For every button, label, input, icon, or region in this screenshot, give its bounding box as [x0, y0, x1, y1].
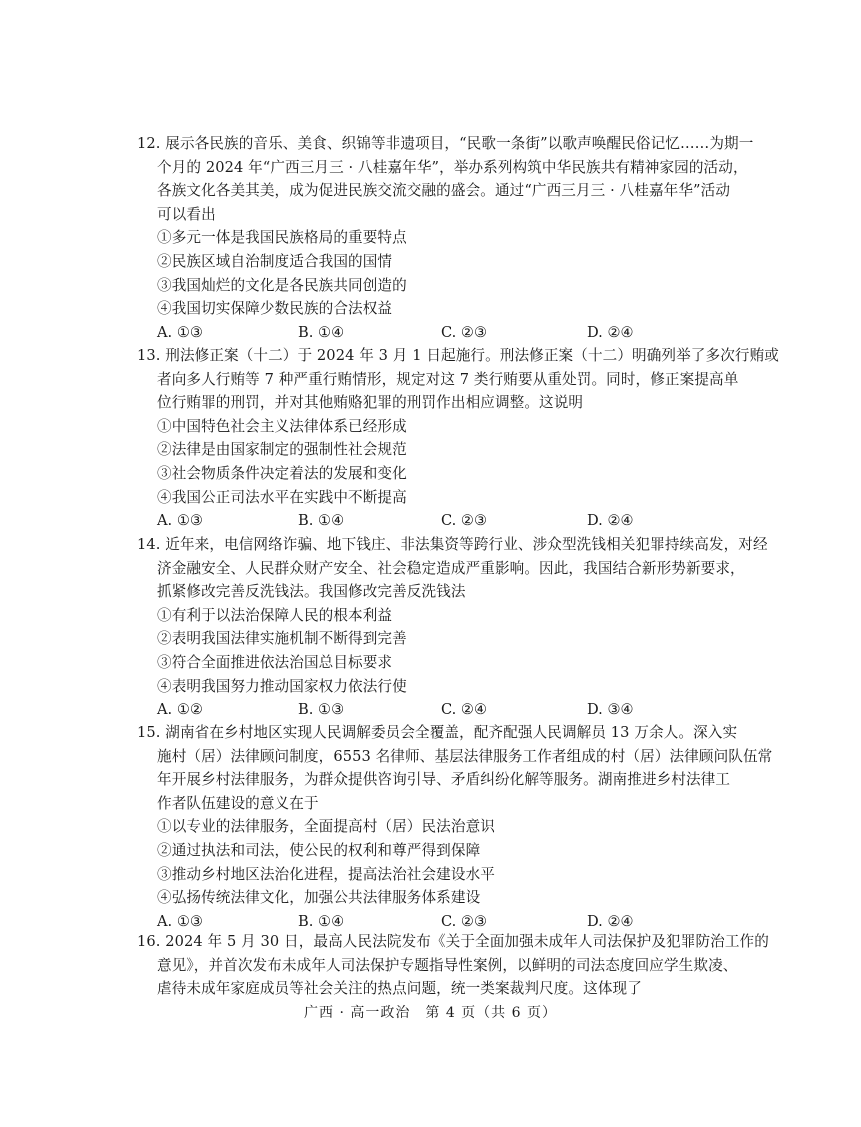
option-c: C. ②④ — [441, 701, 488, 719]
statement-item: ①多元一体是我国民族格局的重要特点 — [157, 229, 407, 247]
statement-item: ②通过执法和司法，使公民的权利和尊严得到保障 — [157, 841, 481, 859]
question-14 — [137, 533, 768, 722]
question-stem-line: 年开展乡村法律服务，为群众提供咨询引导、矛盾纠纷化解等服务。湖南推进乡村法律工 — [157, 771, 731, 789]
statement-item: ③社会物质条件决定着法的发展和变化 — [157, 464, 407, 482]
statement-item: ②法律是由国家制定的强制性社会规范 — [157, 441, 407, 459]
question-stem-line: 14. 近年来，电信网络诈骗、地下钱庄、非法集资等跨行业、涉众型洗钱相关犯罪持续高发，对经 — [137, 536, 768, 553]
option-d: D. ③④ — [587, 701, 634, 719]
statement-item: ④我国切实保障少数民族的合法权益 — [157, 300, 393, 318]
option-a: A. ①② — [157, 701, 203, 719]
question-stem-line: 12. 展示各民族的音乐、美食、织锦等非遗项目，“民歌一条街”以歌声唤醒民俗记忆……为期一 — [137, 135, 754, 152]
question-stem-line: 13. 刑法修正案（十二）于 2024 年 3 月 1 日起施行。刑法修正案（十二）明确列举了多次行贿或 — [137, 347, 779, 364]
statement-item: ①以专业的法律服务，全面提高村（居）民法治意识 — [157, 818, 495, 836]
statement-item: ④表明我国努力推动国家权力依法行使 — [157, 677, 407, 695]
answer-options — [137, 698, 727, 722]
question-stem-line: 施村（居）法律顾问制度，6553 名律师、基层法律服务工作者组成的村（居）法律顾问队伍常 — [157, 747, 773, 765]
statement-item: ①中国特色社会主义法律体系已经形成 — [157, 417, 407, 435]
question-stem-line: 个月的 2024 年“广西三月三 · 八桂嘉年华”，举办系列构筑中华民族共有精神家园的活动， — [157, 158, 748, 176]
question-stem-line: 16. 2024 年 5 月 30 日，最高人民法院发布《关于全面加强未成年人司法保护及犯罪防治工作的 — [137, 933, 769, 950]
option-b: B. ①④ — [298, 512, 345, 530]
option-d: D. ②④ — [587, 912, 634, 930]
option-a: A. ①③ — [157, 912, 203, 930]
question-stem-line: 15. 湖南省在乡村地区实现人民调解委员会全覆盖，配齐配强人民调解员 13 万余人。深入实 — [137, 724, 738, 741]
statement-item: ③符合全面推进依法治国总目标要求 — [157, 653, 393, 671]
option-d: D. ②④ — [587, 323, 634, 341]
question-13 — [137, 344, 779, 533]
option-c: C. ②③ — [441, 912, 488, 930]
question-stem-line: 者向多人行贿等 7 种严重行贿情形，规定对这 7 类行贿要从重处罚。同时，修正案提高单 — [157, 370, 739, 388]
page-footer: 广西 · 高一政治 第 4 页（共 6 页） — [304, 1005, 557, 1021]
option-a: A. ①③ — [157, 512, 203, 530]
option-c: C. ②③ — [441, 323, 488, 341]
statement-item: ②表明我国法律实施机制不断得到完善 — [157, 630, 407, 648]
question-stem-line: 意见》，并首次发布未成年人司法保护专题指导性案例，以鲜明的司法态度回应学生欺凌、 — [157, 956, 738, 974]
answer-options — [137, 321, 727, 345]
option-a: A. ①③ — [157, 323, 203, 341]
option-c: C. ②③ — [441, 512, 488, 530]
statement-item: ④弘扬传统法律文化，加强公共法律服务体系建设 — [157, 889, 481, 907]
question-stem-line: 济金融安全、人民群众财产安全、社会稳定造成严重影响。因此，我国结合新形势新要求， — [157, 559, 745, 577]
option-b: B. ①③ — [298, 701, 345, 719]
question-stem-line: 抓紧修改完善反洗钱法。我国修改完善反洗钱法 — [157, 583, 466, 601]
question-stem-line: 可以看出 — [157, 205, 216, 223]
question-stem-line: 各族文化各美其美，成为促进民族交流交融的盛会。通过“广西三月三 · 八桂嘉年华”活动 — [157, 182, 731, 200]
statement-item: ④我国公正司法水平在实践中不断提高 — [157, 488, 407, 506]
question-12 — [137, 132, 754, 344]
question-stem-line: 虐待未成年家庭成员等社会关注的热点问题，统一类案裁判尺度。这体现了 — [157, 980, 642, 998]
option-b: B. ①④ — [298, 323, 345, 341]
question-15 — [137, 721, 773, 933]
answer-options — [137, 509, 727, 533]
option-d: D. ②④ — [587, 512, 634, 530]
statement-item: ②民族区域自治制度适合我国的国情 — [157, 252, 393, 270]
statement-item: ③推动乡村地区法治化进程，提高法治社会建设水平 — [157, 865, 495, 883]
option-b: B. ①④ — [298, 912, 345, 930]
statement-item: ③我国灿烂的文化是各民族共同创造的 — [157, 276, 407, 294]
question-stem-line: 作者队伍建设的意义在于 — [157, 794, 319, 812]
statement-item: ①有利于以法治保障人民的根本利益 — [157, 606, 393, 624]
question-16 — [137, 930, 769, 1001]
question-stem-line: 位行贿罪的刑罚，并对其他贿赂犯罪的刑罚作出相应调整。这说明 — [157, 394, 584, 412]
